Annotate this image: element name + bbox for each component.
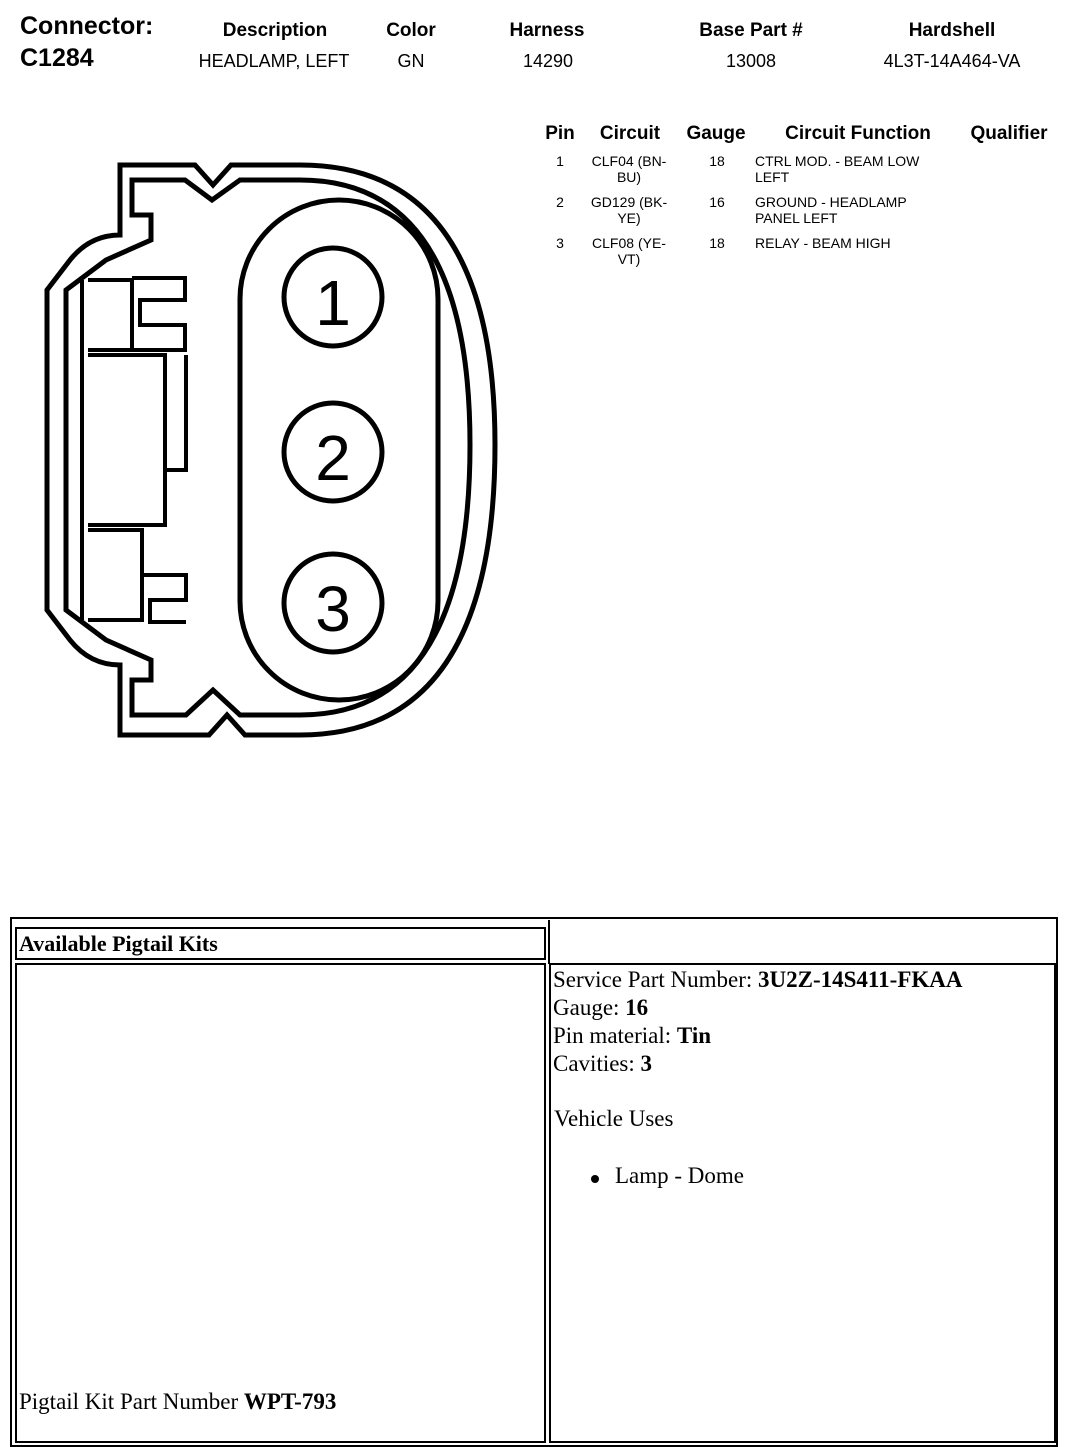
cavities-value: 3	[640, 1051, 653, 1076]
hardshell-value: 4L3T-14A464-VA	[883, 51, 1021, 71]
pin-2-label: 2	[315, 422, 351, 494]
function-line2: LEFT	[755, 169, 790, 185]
circuit-line1: CLF04 (BN-	[591, 153, 667, 169]
pin-material-line	[553, 1023, 711, 1049]
color-label: Color	[386, 20, 436, 41]
color-value: GN	[397, 51, 425, 71]
kit-part-line	[19, 1389, 336, 1415]
vehicle-use-item: Lamp - Dome	[615, 1163, 745, 1188]
function-line1: RELAY - BEAM HIGH	[755, 235, 891, 251]
circuit-line2: YE)	[617, 210, 641, 226]
pin-1-label: 1	[315, 267, 351, 339]
harness-value: 14290	[522, 51, 574, 71]
pigtail-divider	[548, 920, 550, 964]
vehicle-uses-label: Vehicle Uses	[554, 1106, 674, 1131]
function-line2: PANEL LEFT	[755, 210, 838, 226]
pin-material-value: Tin	[676, 1023, 712, 1048]
kit-part-label: Pigtail Kit Part Number	[19, 1389, 244, 1414]
latch-detail	[82, 278, 186, 622]
gauge-header: Gauge	[686, 123, 746, 144]
pigtail-gauge-value: 16	[625, 995, 649, 1020]
cavities-line	[553, 1051, 652, 1077]
base-part-value: 13008	[725, 51, 777, 71]
pin-number: 2	[556, 194, 564, 210]
connector-id: C1284	[20, 44, 94, 72]
gauge-value: 18	[709, 235, 725, 251]
description-value: HEADLAMP, LEFT	[198, 51, 350, 71]
hardshell-label: Hardshell	[908, 20, 996, 41]
circuit-line2: BU)	[616, 169, 642, 185]
connector-label: Connector:	[20, 12, 154, 40]
kit-part-value: WPT-793	[243, 1389, 337, 1414]
circuit-function-header: Circuit Function	[785, 123, 931, 144]
connector-face-diagram	[40, 150, 510, 750]
service-part-label: Service Part Number:	[553, 967, 759, 992]
connector-inner-shell	[66, 180, 470, 715]
circuit-line1: CLF08 (YE-	[592, 235, 666, 251]
circuit-header: Circuit	[599, 123, 661, 144]
pin-header: Pin	[545, 123, 575, 144]
pin-number: 3	[556, 235, 564, 251]
harness-label: Harness	[509, 20, 585, 41]
description-label: Description	[222, 20, 328, 41]
gauge-value: 18	[709, 153, 725, 169]
bullet-icon	[591, 1175, 599, 1183]
circuit-line2: VT)	[617, 251, 641, 267]
pigtail-kits-title: Available Pigtail Kits	[19, 931, 218, 956]
service-part-value: 3U2Z-14S411-FKAA	[758, 967, 963, 992]
function-line1: CTRL MOD. - BEAM LOW	[755, 153, 920, 169]
pin-material-label: Pin material:	[553, 1023, 677, 1048]
gauge-line	[553, 995, 648, 1021]
base-part-label: Base Part #	[699, 20, 803, 41]
service-part-line	[553, 967, 962, 993]
pin-3-label: 3	[315, 573, 351, 645]
gauge-value: 16	[709, 194, 725, 210]
qualifier-header: Qualifier	[970, 123, 1048, 144]
function-line1: GROUND - HEADLAMP	[755, 194, 907, 210]
pigtail-gauge-label: Gauge:	[553, 995, 626, 1020]
pin-number: 1	[556, 153, 564, 169]
pigtail-image-cell	[15, 963, 546, 1443]
circuit-line1: GD129 (BK-	[590, 194, 668, 210]
cavities-label: Cavities:	[553, 1051, 641, 1076]
